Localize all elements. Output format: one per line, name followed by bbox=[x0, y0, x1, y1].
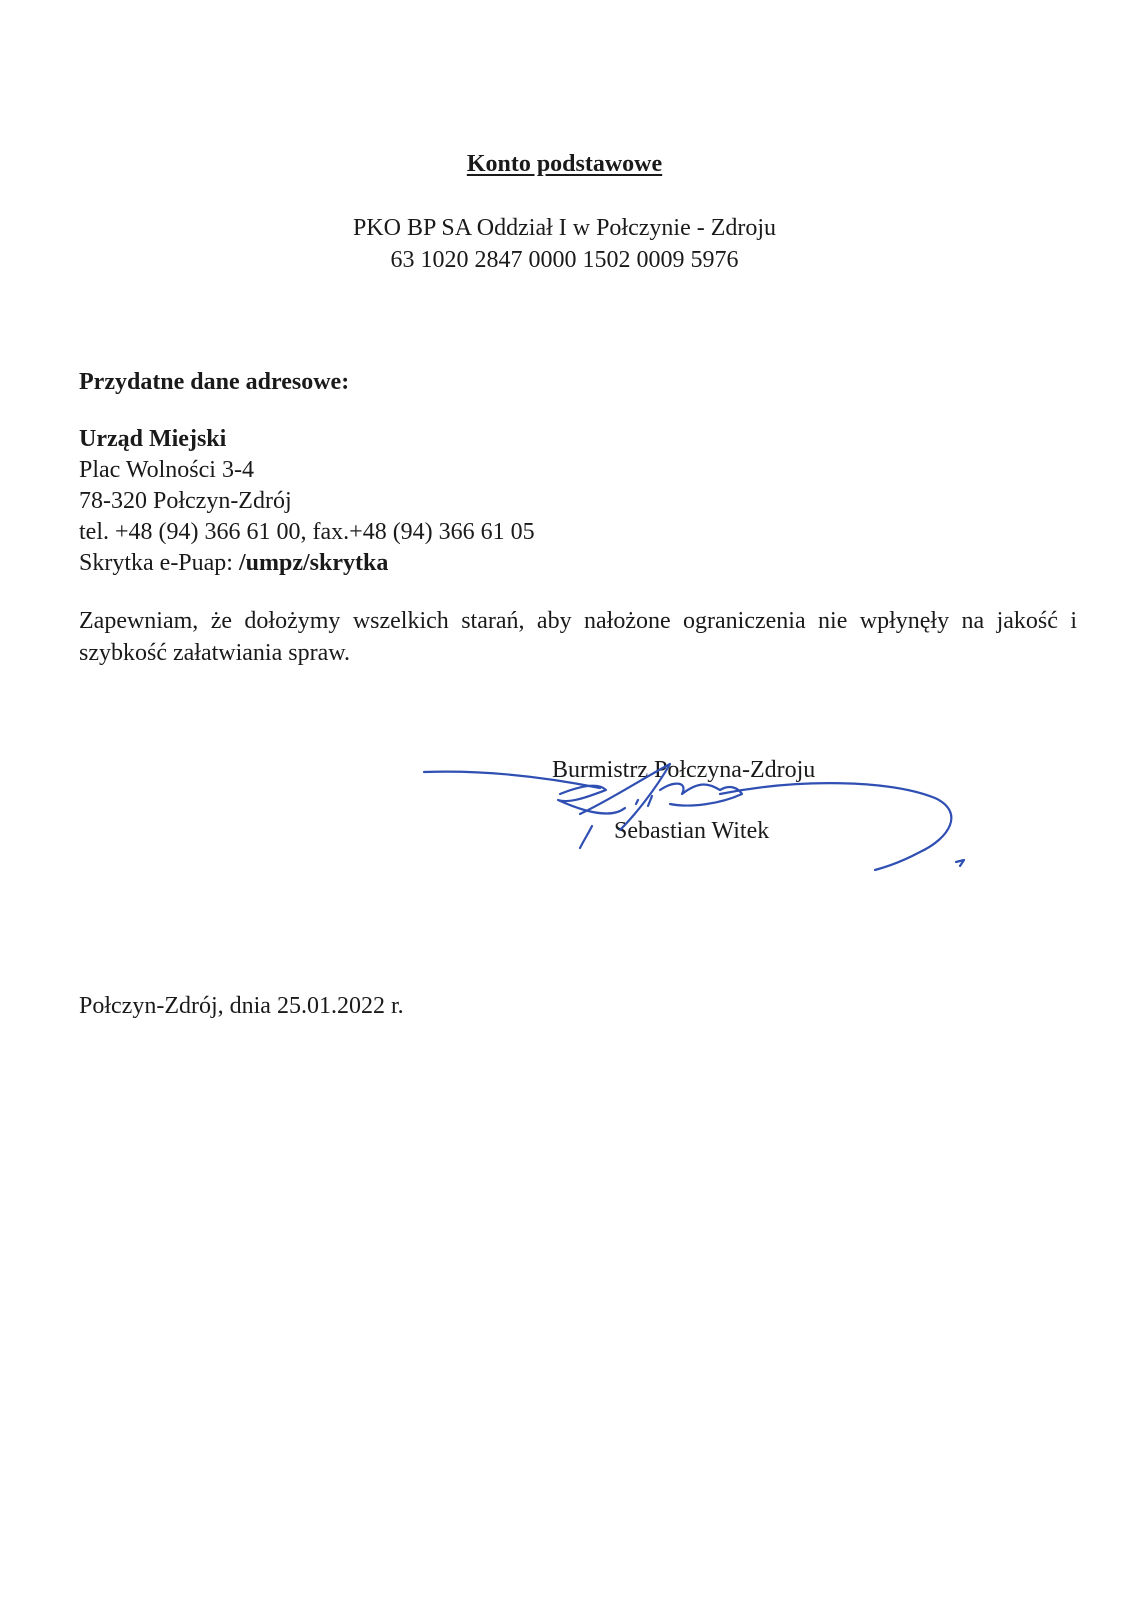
phone-fax: tel. +48 (94) 366 61 00, fax.+48 (94) 366 61 05 bbox=[79, 519, 535, 545]
epuap-value: /umpz/skrytka bbox=[238, 550, 389, 576]
signature-stroke-descender bbox=[580, 826, 592, 848]
signature-stroke-dot bbox=[636, 800, 638, 804]
bank-account-number: 63 1020 2847 0000 1502 0009 5976 bbox=[390, 247, 739, 273]
bank-name: PKO BP SA Oddział I w Połczynie - Zdroju bbox=[352, 215, 777, 241]
assurance-paragraph: Zapewniam, że dołożymy wszelkich starań, aby nałożone ograniczenia nie wpłynęły na jakość i szybkość załatwiania spraw. bbox=[79, 608, 1077, 666]
signature-stroke-lead bbox=[424, 772, 600, 788]
signature-stroke-tail bbox=[720, 783, 951, 870]
signature-stroke-flick bbox=[956, 860, 964, 866]
address-section-title: Przydatne dane adresowe: bbox=[79, 369, 350, 395]
signatory-name: Sebastian Witek bbox=[614, 818, 770, 844]
epuap-line bbox=[79, 548, 535, 579]
signatory-title: Burmistrz Połczyna-Zdroju bbox=[552, 757, 816, 783]
document-title: Konto podstawowe bbox=[466, 151, 663, 177]
office-name: Urząd Miejski bbox=[79, 426, 227, 452]
place-and-date: Połczyn-Zdrój, dnia 25.01.2022 r. bbox=[79, 993, 404, 1019]
signature-stroke-spike bbox=[580, 764, 670, 830]
handwritten-signature bbox=[420, 760, 1000, 910]
address-block bbox=[79, 424, 535, 579]
street-address: Plac Wolności 3-4 bbox=[79, 457, 254, 483]
postal-city: 78-320 Połczyn-Zdrój bbox=[79, 488, 292, 514]
signature-stroke-middle bbox=[660, 784, 742, 806]
epuap-label: Skrytka e-Puap: bbox=[79, 550, 239, 576]
